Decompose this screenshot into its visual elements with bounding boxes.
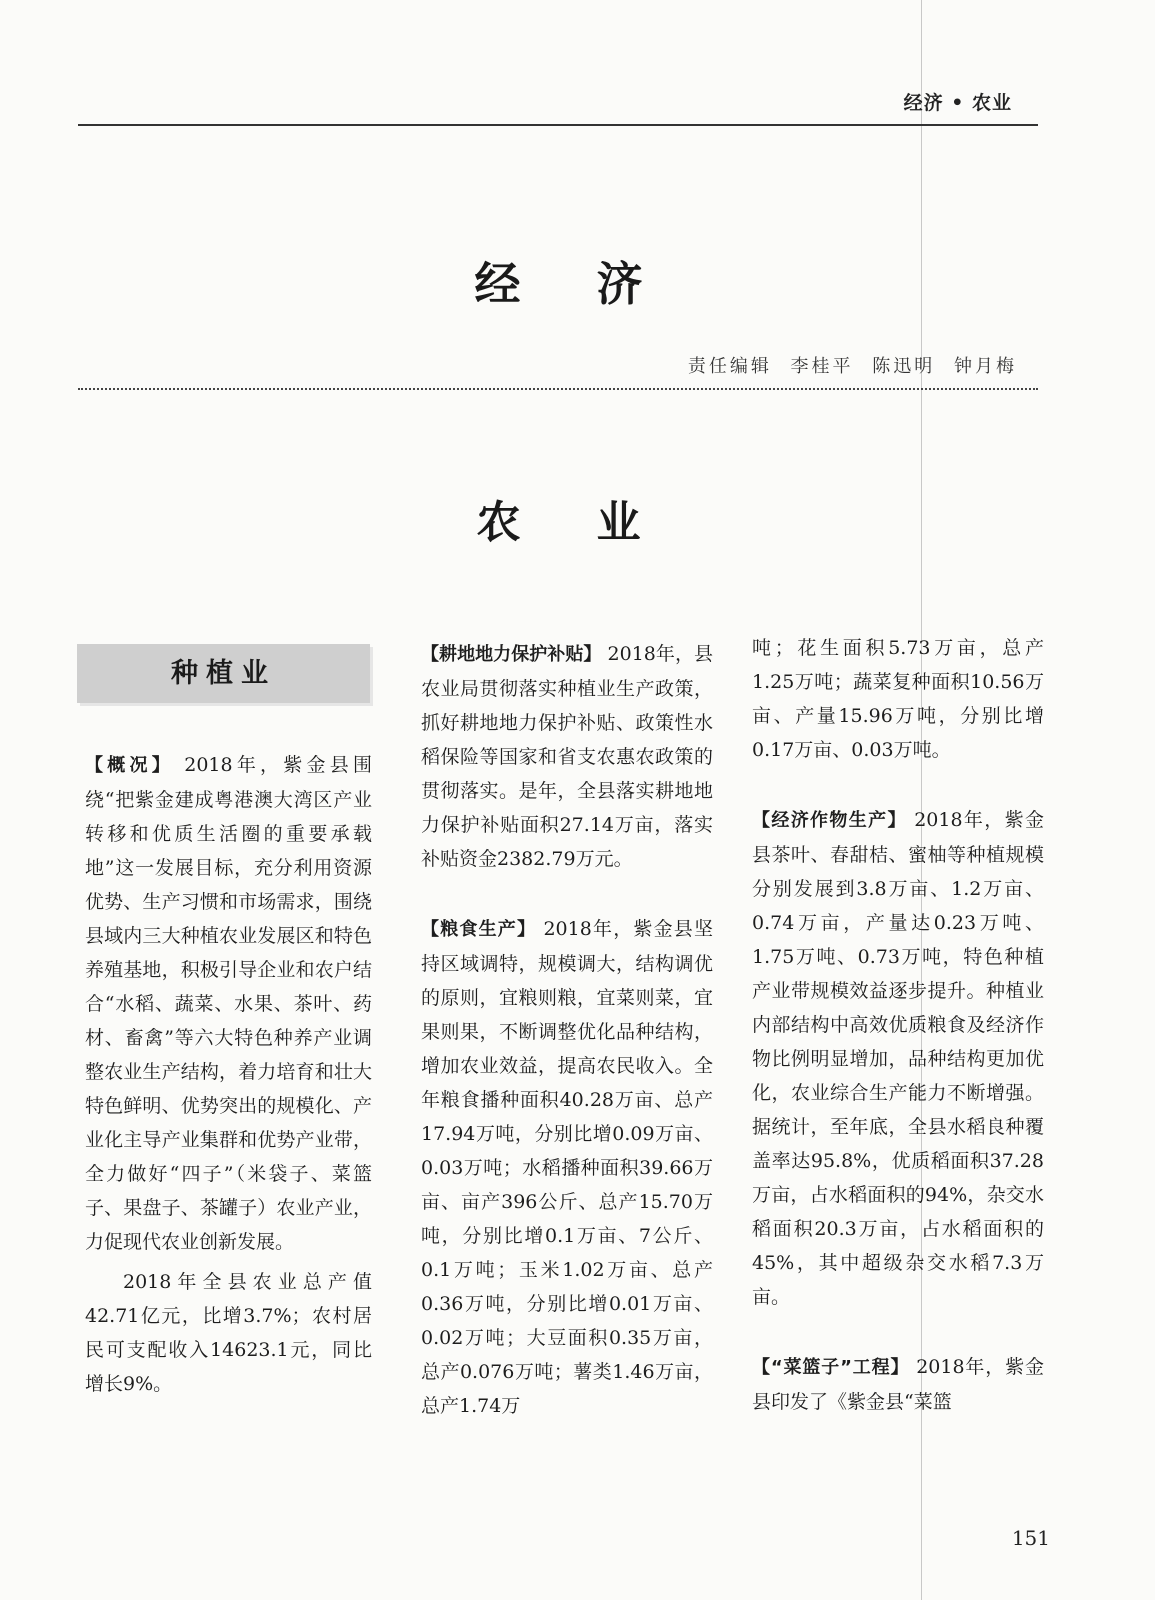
header-rule [78,124,1038,126]
lead-term: 【耕地地力保护补贴】 [421,644,602,665]
subsection-heading: 种植业 [77,644,370,703]
paragraph-text: 2018年，紫金县围绕“把紫金建成粤港澳大湾区产业转移和优质生活圈的重要承载地”这一发展目标，充分利用资源优势、生产习惯和市场需求，围绕县域内三大种植农业发展区和特色养殖基地，积极引导企业和农户结合“水稻、蔬菜、水果、茶叶、药材、畜禽”等六大特色种养产业调整农业生产结构，着力培育和壮大特色鲜明、优势突出的规模化、产业化主导产业集群和优势产业带，全力做好“四子”（米袋子、菜篮子、果盘子、茶罐子）农业产业，力促现代农业创新发展。 [85,754,372,1253]
lead-term: 【概况】 [85,755,174,776]
section-title: 农业 [476,497,717,548]
paragraph-overview [85,748,372,1259]
lead-term: 【“菜篮子”工程】 [752,1357,910,1378]
column-3 [752,631,1044,1419]
paragraph-text: 2018年，县农业局贯彻落实种植业生产政策，抓好耕地地力保护补贴、政策性水稻保险等国家和省支农惠农政策的贯彻落实。是年，全县落实耕地地力保护补贴面积27.14万亩，落实补贴资金2382.79万元。 [421,643,714,870]
paragraph-output-value: 2018年全县农业总产值42.71亿元，比增3.7%；农村居民可支配收入14623.1元，同比增长9%。 [85,1271,372,1395]
paragraph-text: 2018年，紫金县坚持区域调特，规模调大，结构调优的原则，宜粮则粮，宜菜则菜，宜果则果，不断调整优化品种结构，增加农业效益，提高农民收入。全年粮食播种面积40.28万亩、总产17.94万吨，分别比增0.09万亩、0.03万吨；水稻播种面积39.66万亩、亩产396公斤、总产15.70万吨，分别比增0.1万亩、7公斤、0.1万吨；玉米1.02万亩、总产0.36万吨，分别比增0.01万亩、0.02万吨；大豆面积0.35万亩，总产0.076万吨；薯类1.46万亩，总产1.74万 [421,918,713,1417]
lead-term: 【粮食生产】 [421,919,537,940]
column-2 [421,637,713,1423]
dotted-divider [78,388,1038,390]
lead-term: 【经济作物生产】 [752,810,907,831]
paragraph-text: 2018年，紫金县茶叶、春甜桔、蜜柚等种植规模分别发展到3.8万亩、1.2万亩、0.74万亩，产量达0.23万吨、1.75万吨、0.73万吨，特色种植产业带规模效益逐步提升。种植业内部结构中高效优质粮食及经济作物比例明显增加，品种结构更加优化，农业综合生产能力不断增强。据统计，至年底，全县水稻良种覆盖率达95.8%，优质稻面积37.28万亩，占水稻面积的94%，杂交水稻面积20.3万亩，占水稻面积的45%，其中超级杂交水稻7.3万亩。 [752,809,1044,1308]
running-head: 经济 • 农业 [903,92,1012,114]
paragraph-text: 2018年，紫金县印发了《紫金县“菜篮 [752,1356,1044,1413]
paragraph-vegetable-basket [752,1350,1044,1419]
page-number: 151 [1011,1526,1050,1550]
page-title: 经济 [474,257,719,311]
paragraph-continued: 吨；花生面积5.73万亩，总产1.25万吨；蔬菜复种面积10.56万亩、产量15.96万吨，分别比增0.17万亩、0.03万吨。 [752,637,1044,761]
editors-line: 责任编辑 李桂平 陈迅明 钟月梅 [687,356,1017,377]
paragraph-subsidy [421,637,713,876]
paragraph-cash-crops [752,803,1044,1314]
paragraph-grain [421,912,713,1423]
column-1 [85,748,372,1401]
